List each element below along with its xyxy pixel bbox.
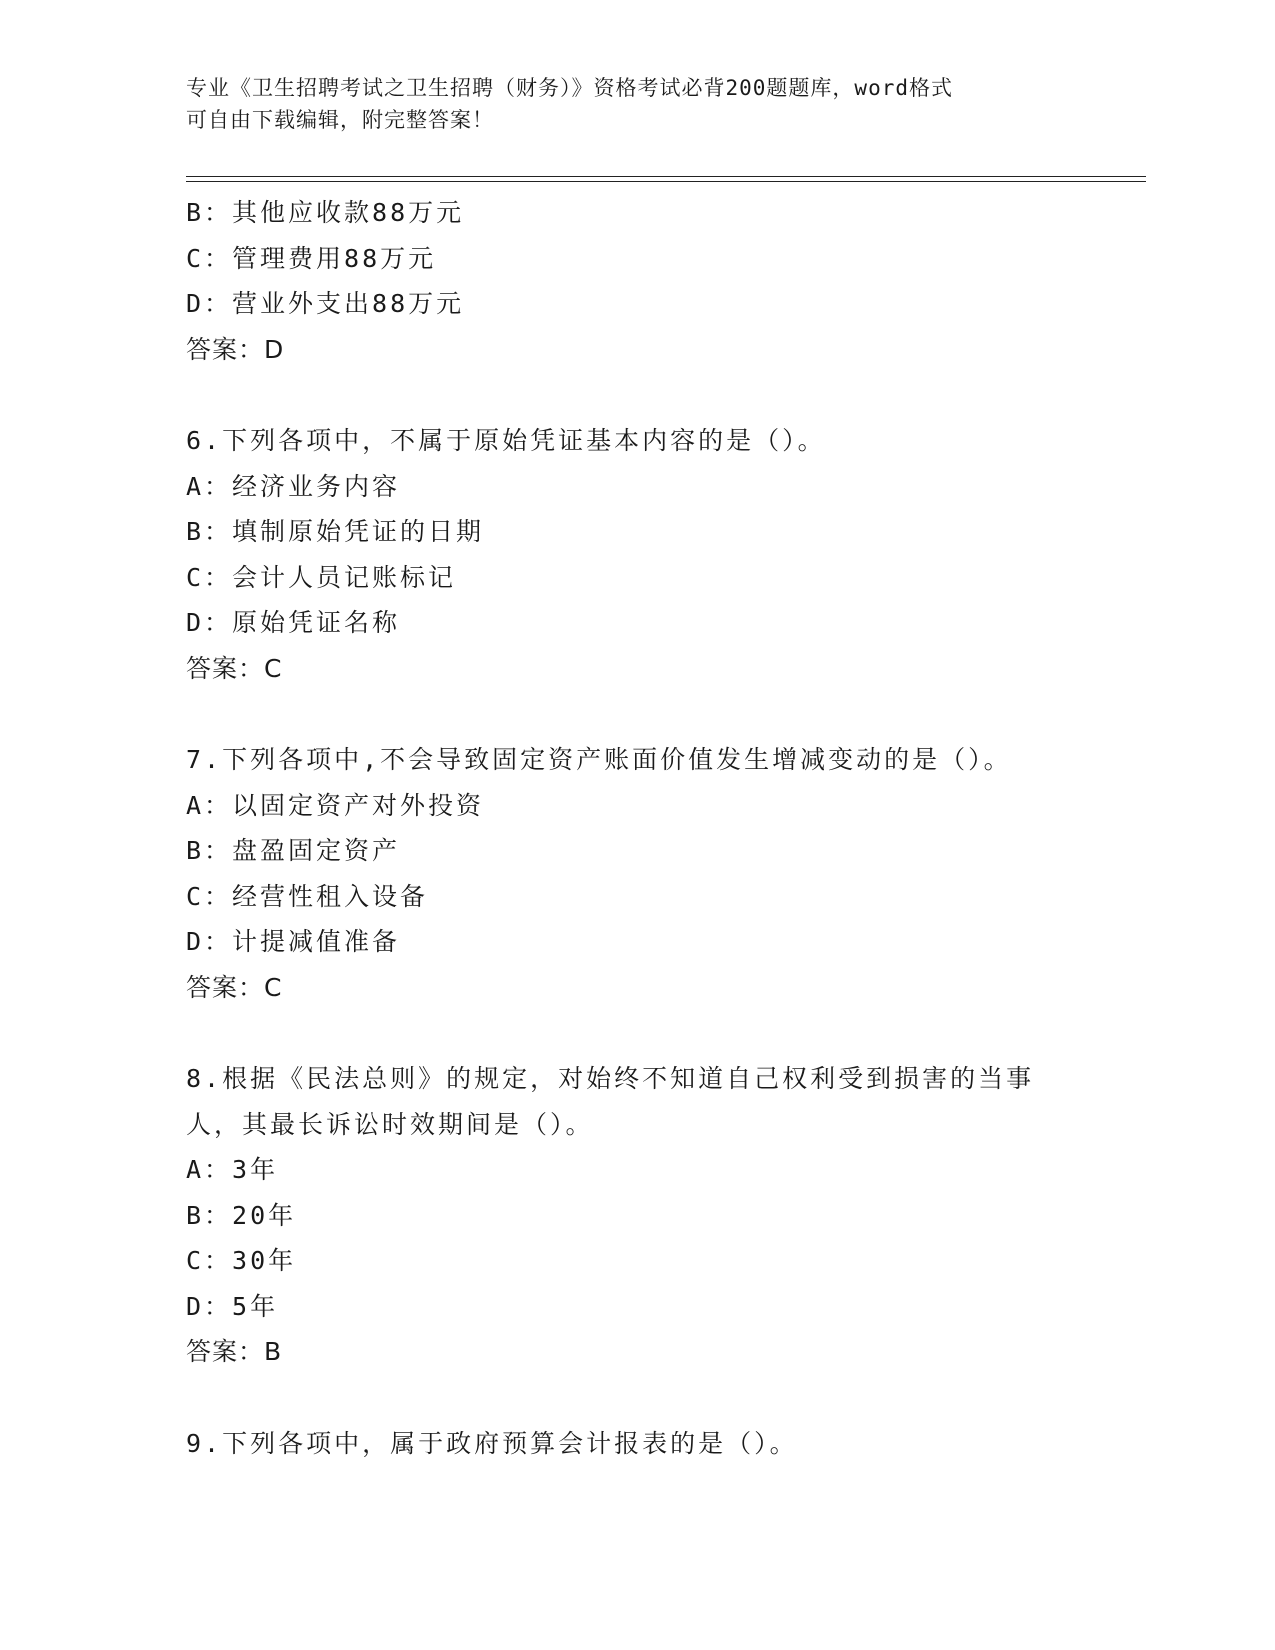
header-title-line-2: 可自由下载编辑，附完整答案！ — [186, 108, 494, 132]
answer-line: 答案：B — [186, 1337, 283, 1366]
answer-line: 答案：C — [186, 972, 283, 1002]
option-d: D：5年 — [186, 1291, 279, 1321]
question-text-line-1: 8.根据《民法总则》的规定，对始终不知道自己权利受到损害的当事 — [186, 1064, 1035, 1093]
option-c: C：经营性租入设备 — [186, 881, 429, 911]
block-spacer — [186, 1375, 1066, 1421]
option-c: C：30年 — [186, 1246, 297, 1275]
block-spacer — [186, 691, 1066, 737]
document-header — [186, 72, 1066, 136]
question-block-8 — [186, 1056, 1066, 1375]
option-a: A：经济业务内容 — [186, 471, 401, 501]
option-d: D：计提减值准备 — [186, 927, 401, 956]
option-b: B：20年 — [186, 1200, 297, 1230]
answer-line: 答案：C — [186, 653, 283, 683]
block-spacer — [186, 1010, 1066, 1056]
option-b: B：填制原始凭证的日期 — [186, 517, 485, 546]
header-divider-bottom — [186, 181, 1146, 182]
header-title-line-1: 专业《卫生招聘考试之卫生招聘（财务）》资格考试必背200题题库，word格式 — [186, 76, 953, 100]
question-block-5 — [186, 190, 1066, 372]
question-text: 9.下列各项中，属于政府预算会计报表的是（）。 — [186, 1428, 798, 1458]
option-d: D：营业外支出88万元 — [186, 289, 465, 318]
question-text-line-2: 人，其最长诉讼时效期间是（）。 — [186, 1109, 594, 1139]
question-block-6 — [186, 418, 1066, 691]
question-block-7 — [186, 737, 1066, 1010]
option-b: B：其他应收款88万元 — [186, 198, 465, 227]
option-a: A：以固定资产对外投资 — [186, 790, 485, 820]
question-list — [186, 190, 1066, 1466]
option-c: C：会计人员记账标记 — [186, 562, 457, 592]
question-text: 6.下列各项中，不属于原始凭证基本内容的是（）。 — [186, 426, 826, 455]
option-c: C：管理费用88万元 — [186, 243, 437, 273]
option-b: B：盘盈固定资产 — [186, 836, 401, 865]
header-divider-top — [186, 176, 1146, 177]
option-a: A：3年 — [186, 1155, 279, 1184]
question-block-9 — [186, 1421, 1066, 1467]
block-spacer — [186, 372, 1066, 418]
option-d: D：原始凭证名称 — [186, 608, 401, 637]
question-text: 7.下列各项中,不会导致固定资产账面价值发生增减变动的是（）。 — [186, 745, 1012, 774]
answer-line: 答案：D — [186, 334, 285, 364]
